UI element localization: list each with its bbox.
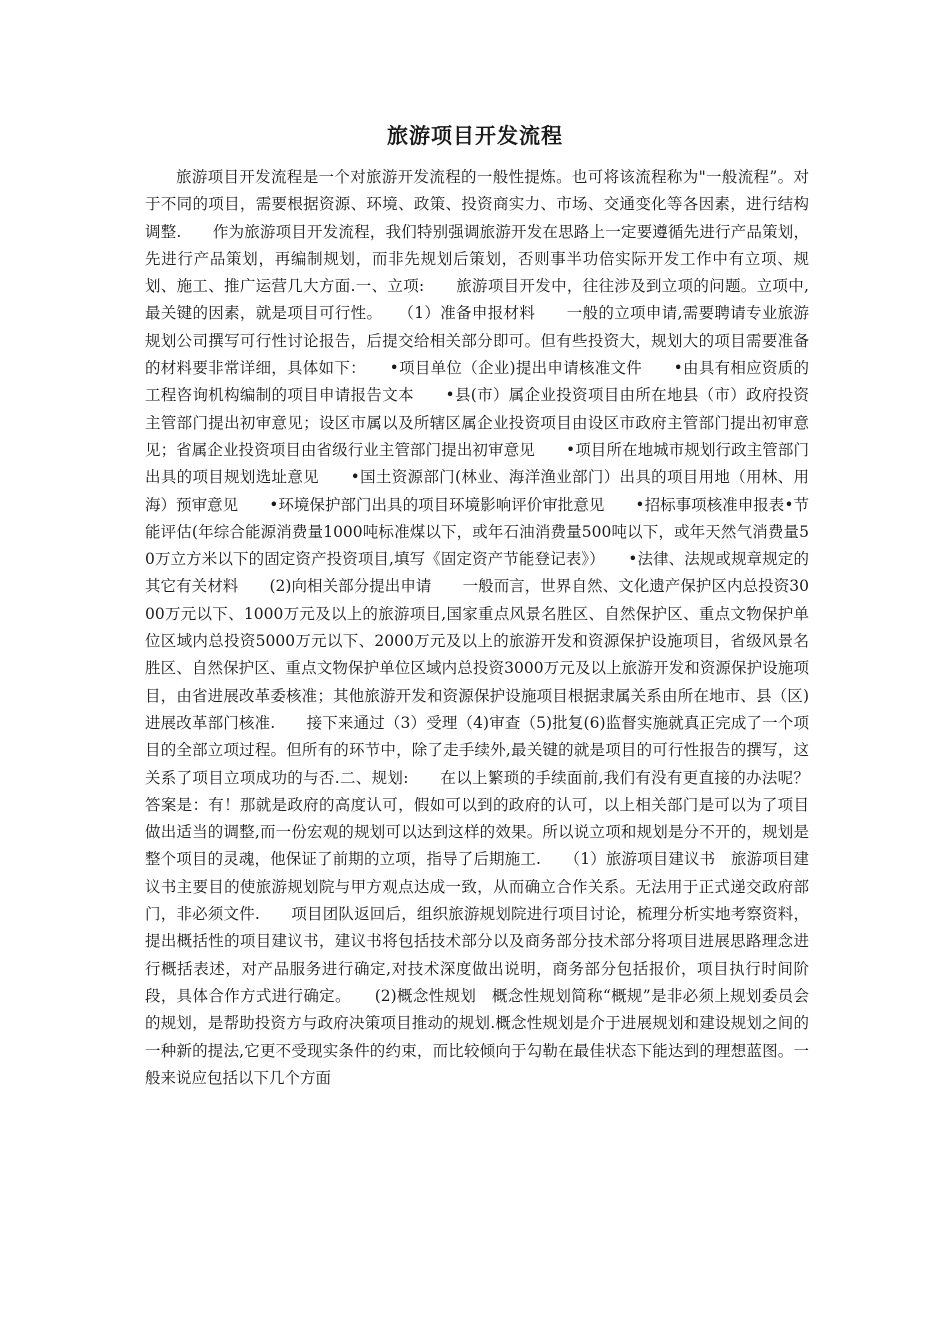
document-body: 旅游项目开发流程是一个对旅游开发流程的一般性提炼。也可将该流程称为"一般流程”。对于不同的项目，需要根据资源、环境、政策、投资商实力、市场、交通变化等各因素，进行结构调整. 作为旅游项目开发流程，我们特别强调旅游开发在思路上一定要遵循先进行产品策划，先进行产品策划，再编制规划，而非先规划后策划，否则事半功倍实际开发工作中有立项、规划、施工、推广运营几大方面.一、立项: 旅游项目开发中，往往涉及到立项的问题。立项中,最关键的因素，就是项目可行性。 （1）准备申报材料 一般的立项申请,需要聘请专业旅游规划公司撰写可行性讨论报告，后提交给相关部分即可。但有些投资大，规划大的项目需要准备的材料要非常详细，具体如下： •项目单位（企业)提出申请核准文件 •由具有相应资质的工程咨询机构编制的项目申请报告文本 •县(市）属企业投资项目由所在地县（市）政府投资主管部门提出初审意见；设区市属以及所辖区属企业投资项目由设区市政府主管部门提出初审意见；省属企业投资项目由省级行业主管部门提出初审意见 •项目所在地城市规划行政主管部门出具的项目规划选址意见 •国土资源部门(林业、海洋渔业部门）出具的项目用地（用林、用海）预审意见 •环境保护部门出具的项目环境影响评价审批意见 •招标事项核准申报表•节能评估(年综合能源消费量1000吨标准煤以下，或年石油消费量500吨以下，或年天然气消费量50万立方米以下的固定资产投资项目,填写《固定资产节能登记表》） •法律、法规或规章规定的其它有关材料 (2)向相关部分提出申请 一般而言，世界自然、文化遗产保护区内总投资3000万元以下、1000万元及以上的旅游项目,国家重点风景名胜区、自然保护区、重点文物保护单位区域内总投资5000万元以下、2000万元及以上的旅游开发和资源保护设施项目，省级风景名胜区、自然保护区、重点文物保护单位区域内总投资3000万元及以上旅游开发和资源保护设施项目，由省进展改革委核准；其他旅游开发和资源保护设施项目根据隶属关系由所在地市、县（区)进展改革部门核准. 接下来通过（3）受理（4)审查（5)批复(6)监督实施就真正完成了一个项目的全部立项过程。但所有的环节中，除了走手续外,最关键的就是项目的可行性报告的撰写，这关系了项目立项成功的与否.二、规划: 在以上繁琐的手续面前,我们有没有更直接的办法呢？答案是：有！那就是政府的高度认可，假如可以到的政府的认可，以上相关部门是可以为了项目做出适当的调整,而一份宏观的规划可以达到这样的效果。所以说立项和规划是分不开的，规划是整个项目的灵魂，他保证了前期的立项，指导了后期施工. （1）旅游项目建议书 旅游项目建议书主要目的使旅游规划院与甲方观点达成一致，从而确立合作关系。无法用于正式递交政府部门，非必须文件. 项目团队返回后，组织旅游规划院进行项目讨论，梳理分析实地考察资料，提出概括性的项目建议书，建议书将包括技术部分以及商务部分技术部分将项目进展思路理念进行概括表述，对产品服务进行确定,对技术深度做出说明，商务部分包括报价，项目执行时间阶段，具体合作方式进行确定。 (2)概念性规划 概念性规划简称“概规”是非必须上规划委员会的规划，是帮助投资方与政府决策项目推动的规划.概念性规划是介于进展规划和建设规划之间的一种新的提法,它更不受现实条件的约束，而比较倾向于勾勒在最佳状态下能达到的理想蓝图。一般来说应包括以下几个方面 xyxy=(145,168,809,1087)
document-title: 旅游项目开发流程 xyxy=(387,123,563,148)
